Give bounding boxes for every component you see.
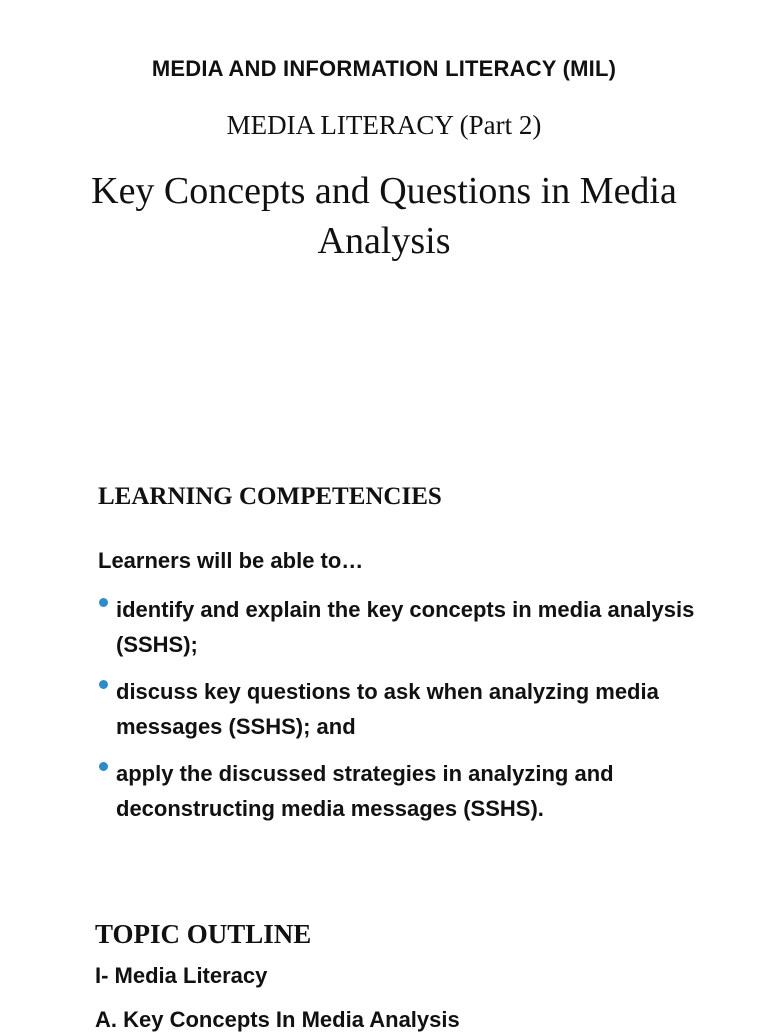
- list-item-text: identify and explain the key concepts in media analysis (SSHS);: [116, 597, 695, 657]
- outline-heading: TOPIC OUTLINE: [95, 919, 312, 949]
- bullet-icon: [99, 680, 108, 689]
- list-item: [98, 592, 718, 662]
- list-item: [98, 756, 718, 826]
- course-title: MEDIA AND INFORMATION LITERACY (MIL): [151, 56, 617, 81]
- competencies-list: [98, 592, 718, 838]
- bullet-icon: [99, 598, 108, 607]
- list-item: [98, 674, 718, 744]
- bullet-icon: [99, 762, 108, 771]
- part-title: MEDIA LITERACY (Part 2): [226, 110, 542, 140]
- competencies-intro: Learners will be able to…: [98, 548, 364, 573]
- list-item-text: discuss key questions to ask when analyzing media messages (SSHS); and: [116, 679, 659, 739]
- outline-item: A. Key Concepts In Media Analysis: [95, 1007, 460, 1032]
- competencies-heading: LEARNING COMPETENCIES: [98, 483, 442, 510]
- title-slide: [0, 0, 768, 300]
- learning-competencies-slide: [0, 470, 768, 850]
- list-item-text: apply the discussed strategies in analyzing and deconstructing media messages (SSHS).: [116, 761, 614, 821]
- outline-item: I- Media Literacy: [95, 963, 268, 988]
- topic-outline-slide: [0, 905, 768, 1032]
- main-title: Key Concepts and Questions in Media Analysis: [91, 170, 677, 262]
